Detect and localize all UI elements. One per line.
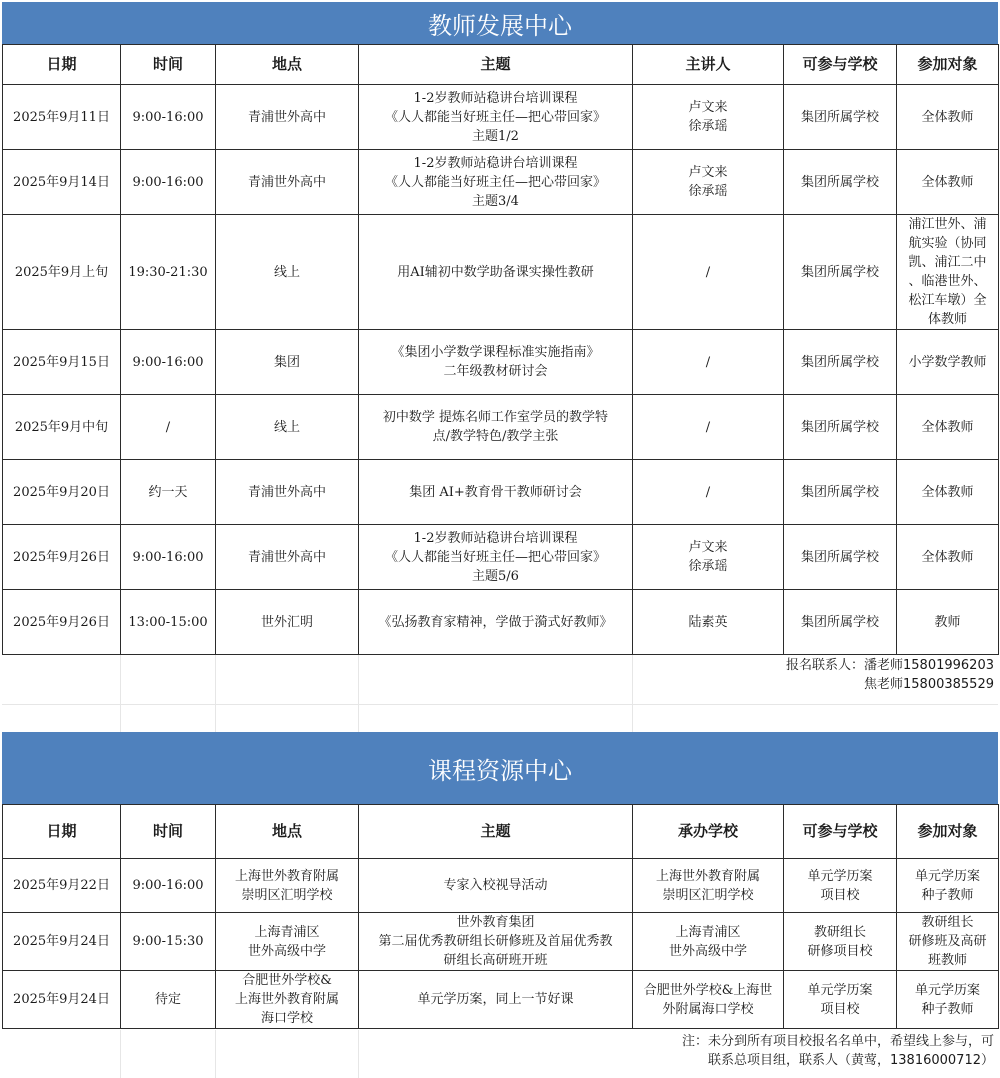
resource-center-title: 课程资源中心 bbox=[2, 732, 998, 804]
cell-schools-line: 集团所属学校 bbox=[800, 264, 879, 280]
cell-time: 9:00-15:30 bbox=[121, 913, 216, 971]
cell-time: 13:00-15:00 bbox=[121, 590, 216, 655]
header-audience: 参加对象 bbox=[897, 805, 999, 859]
cell-schools-line: 集团所属学校 bbox=[800, 354, 879, 370]
cell-speaker-line: 卢文来 bbox=[688, 165, 728, 180]
cell-speaker-line: 徐承瑶 bbox=[688, 184, 728, 199]
grid-line bbox=[632, 654, 633, 732]
cell-schools bbox=[784, 913, 897, 971]
cell-date: 2025年9月14日 bbox=[3, 150, 121, 215]
cell-topic-line: 单元学历案，同上一节好课 bbox=[417, 992, 574, 1007]
cell-speaker-line: 上海世外教育附属 bbox=[655, 868, 760, 884]
header-schools: 可参与学校 bbox=[784, 45, 897, 85]
cell-audience-line: 全体教师 bbox=[921, 484, 974, 500]
cell-audience-line: 教研组长 bbox=[921, 915, 974, 930]
note-line: 联系总项目组，联系人（黄莺，13816000712） bbox=[708, 1053, 994, 1068]
cell-place-line: 海口学校 bbox=[260, 1011, 313, 1026]
cell-topic-line: 用AI辅初中数学助备课实操性教研 bbox=[397, 264, 594, 280]
cell-topic bbox=[359, 150, 633, 215]
cell-speaker-line: 世外高级中学 bbox=[668, 943, 747, 959]
cell-topic-line: 1-2岁教师站稳讲台培训课程 bbox=[413, 90, 578, 106]
cell-place-line: 线上 bbox=[273, 264, 300, 280]
cell-topic bbox=[359, 215, 633, 330]
cell-audience bbox=[897, 85, 999, 150]
cell-place-line: 青浦世外高中 bbox=[247, 549, 326, 565]
header-topic: 主题 bbox=[359, 45, 633, 85]
cell-audience-line: 单元学历案 bbox=[914, 982, 980, 998]
cell-audience-line: 小学数学教师 bbox=[908, 354, 987, 370]
cell-topic bbox=[359, 395, 633, 460]
cell-topic bbox=[359, 971, 633, 1029]
cell-place bbox=[216, 913, 359, 971]
note-line: 注：未分到所有项目校报名名单中，希望线上参与，可 bbox=[681, 1034, 994, 1049]
cell-audience-line: 航实验（协同 bbox=[908, 236, 987, 251]
cell-date: 2025年9月上旬 bbox=[3, 215, 121, 330]
cell-topic-line: 主题1/2 bbox=[472, 128, 519, 144]
cell-schools bbox=[784, 85, 897, 150]
cell-schools-line: 单元学历案 bbox=[807, 982, 873, 998]
header-speaker: 主讲人 bbox=[633, 45, 784, 85]
cell-speaker bbox=[633, 85, 784, 150]
cell-audience bbox=[897, 913, 999, 971]
cell-topic-line: 《弘扬教育家精神，学做于漪式好教师》 bbox=[378, 614, 613, 630]
cell-audience-line: 凯、浦江二中 bbox=[908, 255, 987, 270]
cell-place-line: 崇明区汇明学校 bbox=[241, 887, 333, 903]
cell-time: / bbox=[121, 395, 216, 460]
cell-place-line: 上海世外教育附属 bbox=[234, 992, 339, 1007]
cell-topic-line: 集团 AI+教育骨干教师研讨会 bbox=[409, 484, 582, 500]
table-row bbox=[3, 150, 999, 215]
cell-place-line: 青浦世外高中 bbox=[247, 109, 326, 125]
cell-topic-line: 《人人都能当好班主任—把心带回家》 bbox=[384, 549, 606, 565]
cell-place bbox=[216, 590, 359, 655]
cell-speaker bbox=[633, 913, 784, 971]
cell-schools bbox=[784, 330, 897, 395]
cell-schools-line: 教研组长 bbox=[813, 924, 866, 940]
cell-time: 待定 bbox=[121, 971, 216, 1029]
cell-place bbox=[216, 150, 359, 215]
cell-speaker-line: / bbox=[705, 484, 711, 500]
cell-speaker-line: 合肥世外学校&上海世 bbox=[643, 982, 773, 998]
cell-speaker bbox=[633, 150, 784, 215]
cell-audience bbox=[897, 215, 999, 330]
cell-schools-line: 集团所属学校 bbox=[800, 484, 879, 500]
table-row bbox=[3, 330, 999, 395]
cell-place bbox=[216, 859, 359, 913]
header-topic: 主题 bbox=[359, 805, 633, 859]
cell-topic-line: 《人人都能当好班主任—把心带回家》 bbox=[384, 109, 606, 125]
note-text bbox=[624, 1032, 994, 1070]
cell-place-line: 上海世外教育附属 bbox=[234, 868, 339, 884]
cell-audience-line: 全体教师 bbox=[921, 419, 974, 435]
cell-audience-line: 研修班及高研 bbox=[908, 934, 987, 949]
dev-center-title: 教师发展中心 bbox=[2, 2, 998, 44]
cell-audience bbox=[897, 460, 999, 525]
cell-place-line: 集团 bbox=[273, 354, 300, 370]
cell-schools bbox=[784, 971, 897, 1029]
cell-topic bbox=[359, 460, 633, 525]
cell-schools-line: 项目校 bbox=[820, 1001, 860, 1017]
cell-topic bbox=[359, 525, 633, 590]
grid-line bbox=[120, 1030, 121, 1078]
cell-topic-line: 1-2岁教师站稳讲台培训课程 bbox=[413, 155, 578, 171]
cell-audience-line: 体教师 bbox=[927, 312, 967, 327]
cell-place bbox=[216, 85, 359, 150]
cell-place bbox=[216, 460, 359, 525]
cell-speaker-line: 卢文来 bbox=[688, 100, 728, 115]
cell-place bbox=[216, 330, 359, 395]
cell-audience bbox=[897, 590, 999, 655]
grid-line bbox=[358, 1030, 359, 1078]
cell-topic bbox=[359, 85, 633, 150]
cell-speaker-line: 卢文来 bbox=[688, 540, 728, 555]
cell-schools bbox=[784, 460, 897, 525]
cell-place-line: 青浦世外高中 bbox=[247, 174, 326, 190]
cell-speaker bbox=[633, 215, 784, 330]
cell-schools bbox=[784, 215, 897, 330]
cell-topic-line: 《人人都能当好班主任—把心带回家》 bbox=[384, 174, 606, 190]
cell-speaker-line: / bbox=[705, 354, 711, 370]
grid-line bbox=[120, 654, 121, 732]
cell-audience-line: 全体教师 bbox=[921, 549, 974, 565]
table-row bbox=[3, 971, 999, 1029]
cell-date: 2025年9月24日 bbox=[3, 971, 121, 1029]
cell-speaker bbox=[633, 859, 784, 913]
cell-schools-line: 集团所属学校 bbox=[800, 614, 879, 630]
cell-topic-line: 研组长高研班开班 bbox=[443, 953, 548, 968]
cell-time: 9:00-16:00 bbox=[121, 330, 216, 395]
cell-audience-line: 种子教师 bbox=[921, 1001, 974, 1017]
cell-speaker bbox=[633, 460, 784, 525]
cell-speaker bbox=[633, 395, 784, 460]
cell-audience-line: 松江车墩）全 bbox=[908, 293, 987, 308]
cell-schools-line: 集团所属学校 bbox=[800, 174, 879, 190]
header-time: 时间 bbox=[121, 45, 216, 85]
cell-place-line: 世外高级中学 bbox=[247, 943, 326, 959]
cell-speaker-line: 徐承瑶 bbox=[688, 119, 728, 134]
cell-audience bbox=[897, 330, 999, 395]
cell-date: 2025年9月22日 bbox=[3, 859, 121, 913]
header-time: 时间 bbox=[121, 805, 216, 859]
grid-line bbox=[215, 654, 216, 732]
cell-speaker bbox=[633, 971, 784, 1029]
header-place: 地点 bbox=[216, 45, 359, 85]
cell-date: 2025年9月26日 bbox=[3, 525, 121, 590]
cell-date: 2025年9月24日 bbox=[3, 913, 121, 971]
cell-place bbox=[216, 525, 359, 590]
cell-place-line: 线上 bbox=[273, 419, 300, 435]
cell-time: 19:30-21:30 bbox=[121, 215, 216, 330]
cell-audience-line: 、临港世外、 bbox=[908, 274, 987, 289]
table-row bbox=[3, 460, 999, 525]
cell-speaker-line: / bbox=[705, 264, 711, 280]
cell-topic-line: 专家入校视导活动 bbox=[443, 878, 548, 893]
cell-audience-line: 班教师 bbox=[927, 953, 967, 968]
cell-topic-line: 1-2岁教师站稳讲台培训课程 bbox=[413, 530, 578, 546]
cell-topic bbox=[359, 859, 633, 913]
cell-audience-line: 浦江世外、浦 bbox=[908, 217, 987, 232]
cell-topic-line: 主题5/6 bbox=[472, 568, 519, 584]
grid-line bbox=[2, 704, 998, 705]
cell-place bbox=[216, 395, 359, 460]
cell-audience-line: 种子教师 bbox=[921, 887, 974, 903]
cell-time: 9:00-16:00 bbox=[121, 85, 216, 150]
table-row bbox=[3, 395, 999, 460]
cell-audience-line: 全体教师 bbox=[921, 109, 974, 125]
cell-place-line: 上海青浦区 bbox=[254, 924, 320, 940]
cell-audience bbox=[897, 859, 999, 913]
cell-place-line: 世外汇明 bbox=[260, 614, 313, 630]
cell-schools bbox=[784, 590, 897, 655]
dev-schedule-table bbox=[2, 44, 999, 655]
cell-date: 2025年9月20日 bbox=[3, 460, 121, 525]
cell-speaker-line: 外附属海口学校 bbox=[662, 1001, 754, 1017]
table-row bbox=[3, 913, 999, 971]
cell-time: 9:00-16:00 bbox=[121, 525, 216, 590]
table-row bbox=[3, 525, 999, 590]
header-audience: 参加对象 bbox=[897, 45, 999, 85]
cell-speaker-line: 上海青浦区 bbox=[675, 924, 741, 940]
cell-schools bbox=[784, 859, 897, 913]
table-row bbox=[3, 215, 999, 330]
cell-audience bbox=[897, 525, 999, 590]
cell-place-line: 合肥世外学校& bbox=[242, 973, 332, 988]
cell-time: 9:00-16:00 bbox=[121, 150, 216, 215]
header-place: 地点 bbox=[216, 805, 359, 859]
cell-date: 2025年9月15日 bbox=[3, 330, 121, 395]
cell-topic-line: 点/教学特色/教学主张 bbox=[432, 429, 559, 444]
cell-schools-line: 研修项目校 bbox=[807, 943, 873, 959]
table-header-row bbox=[3, 805, 999, 859]
contact-line: 报名联系人：潘老师15801996203 bbox=[786, 658, 994, 673]
cell-audience-line: 单元学历案 bbox=[914, 868, 980, 884]
contact-line: 焦老师15800385529 bbox=[864, 677, 994, 692]
cell-schools-line: 集团所属学校 bbox=[800, 419, 879, 435]
cell-topic-line: 《集团小学数学课程标准实施指南》 bbox=[391, 345, 600, 360]
cell-topic bbox=[359, 330, 633, 395]
table-row bbox=[3, 859, 999, 913]
cell-audience bbox=[897, 971, 999, 1029]
resource-schedule-table bbox=[2, 804, 999, 1029]
dev-table-body bbox=[3, 85, 999, 655]
resource-table-body bbox=[3, 859, 999, 1029]
cell-speaker-line: 陆素英 bbox=[688, 614, 728, 630]
table-row bbox=[3, 590, 999, 655]
grid-line bbox=[358, 654, 359, 732]
cell-topic-line: 世外教育集团 bbox=[456, 915, 535, 930]
cell-audience bbox=[897, 395, 999, 460]
cell-speaker-line: / bbox=[705, 419, 711, 435]
table-row bbox=[3, 85, 999, 150]
cell-schools bbox=[784, 395, 897, 460]
cell-schools bbox=[784, 150, 897, 215]
cell-time: 约一天 bbox=[121, 460, 216, 525]
cell-topic-line: 二年级教材研讨会 bbox=[443, 364, 548, 379]
cell-date: 2025年9月11日 bbox=[3, 85, 121, 150]
cell-audience-line: 全体教师 bbox=[921, 174, 974, 190]
cell-schools bbox=[784, 525, 897, 590]
cell-topic-line: 初中数学 提炼名师工作室学员的教学特 bbox=[382, 410, 609, 425]
cell-speaker bbox=[633, 590, 784, 655]
cell-topic-line: 主题3/4 bbox=[472, 193, 519, 209]
cell-time: 9:00-16:00 bbox=[121, 859, 216, 913]
cell-speaker bbox=[633, 330, 784, 395]
cell-date: 2025年9月中旬 bbox=[3, 395, 121, 460]
registration-contact bbox=[786, 656, 994, 694]
cell-speaker bbox=[633, 525, 784, 590]
header-date: 日期 bbox=[3, 45, 121, 85]
cell-place bbox=[216, 215, 359, 330]
cell-topic bbox=[359, 913, 633, 971]
cell-topic bbox=[359, 590, 633, 655]
header-schools: 可参与学校 bbox=[784, 805, 897, 859]
cell-speaker-line: 徐承瑶 bbox=[688, 559, 728, 574]
cell-schools-line: 单元学历案 bbox=[807, 868, 873, 884]
cell-audience-line: 教师 bbox=[934, 614, 961, 630]
grid-line bbox=[215, 1030, 216, 1078]
cell-place-line: 青浦世外高中 bbox=[247, 484, 326, 500]
cell-topic-line: 第二届优秀教研组长研修班及首届优秀教 bbox=[378, 934, 613, 949]
cell-schools-line: 集团所属学校 bbox=[800, 109, 879, 125]
header-date: 日期 bbox=[3, 805, 121, 859]
cell-date: 2025年9月26日 bbox=[3, 590, 121, 655]
cell-schools-line: 项目校 bbox=[820, 887, 860, 903]
table-header-row bbox=[3, 45, 999, 85]
cell-speaker-line: 崇明区汇明学校 bbox=[662, 887, 754, 903]
cell-place bbox=[216, 971, 359, 1029]
header-host-school: 承办学校 bbox=[633, 805, 784, 859]
cell-schools-line: 集团所属学校 bbox=[800, 549, 879, 565]
cell-audience bbox=[897, 150, 999, 215]
